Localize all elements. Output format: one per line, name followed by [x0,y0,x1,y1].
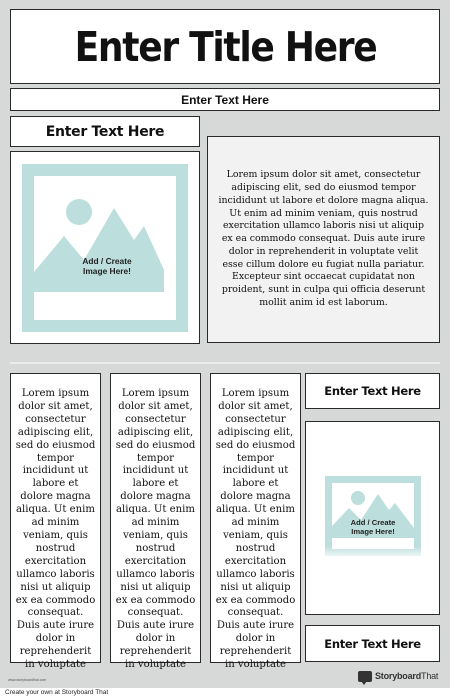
image-placeholder-label-2: Image Here! [83,265,131,276]
text-column-2[interactable] [110,373,201,671]
image-placeholder-1[interactable] [10,151,200,344]
column-text-3: Lorem ipsum dolor sit amet, consectetur adipiscing elit, sed do eiusmod tempor incididunt ut labore et dolore magna aliqua. Ut enim ad minim veniam, quis nostrud exercitation ullamco laboris nisi ut aliquip ex ea commodo consequat. Duis aute irure dolor in reprehenderit in voluptate [215,388,296,671]
heading-text-1: Enter Text Here [45,123,165,140]
speech-bubble-icon [358,671,372,682]
main-paragraph-box[interactable] [207,136,440,343]
logo-text-regular: That [421,671,439,681]
heading-text-3: Enter Text Here [324,636,421,651]
image-placeholder-label-1b: Add / Create [350,518,395,527]
text-column-1[interactable] [10,373,101,671]
heading-text-2: Enter Text Here [324,384,421,398]
column-text-2: Lorem ipsum dolor sit amet, consectetur adipiscing elit, sed do eiusmod tempor incididunt ut labore et dolore magna aliqua. Ut enim ad minim veniam, quis nostrud exercitation ullamco laboris nisi ut aliquip ex ea commodo consequat. Duis aute irure dolor in reprehenderit in voluptate [115,388,196,671]
heading-box-1[interactable] [10,116,200,147]
title-box[interactable] [10,9,440,84]
text-column-3[interactable] [210,373,301,671]
heading-box-3[interactable] [305,625,440,662]
poster-title: Enter Title Here [74,22,376,71]
image-placeholder-label-1: Add / Create [82,255,132,266]
image-placeholder-label-2b: Image Here! [350,527,395,536]
subtitle-box[interactable] [10,88,440,111]
logo-text-bold: Storyboard [375,671,422,681]
bottom-note[interactable]: Create your own at Storyboard That [5,689,109,696]
footer-url: www.storyboardthat.com [8,678,47,682]
heading-box-2[interactable] [305,373,440,409]
storyboardthat-logo [358,669,438,683]
section-divider [10,362,440,364]
image-placeholder-icon-2 [325,476,421,560]
subtitle-text: Enter Text Here [181,92,269,107]
image-placeholder-2[interactable] [305,421,440,615]
logo-text [375,671,438,681]
image-placeholder-icon [22,164,188,332]
column-text-1: Lorem ipsum dolor sit amet, consectetur adipiscing elit, sed do eiusmod tempor incididunt ut labore et dolore magna aliqua. Ut enim ad minim veniam, quis nostrud exercitation ullamco laboris nisi ut aliquip ex ea commodo consequat. Duis aute irure dolor in reprehenderit in voluptate [15,388,96,671]
main-paragraph: Lorem ipsum dolor sit amet, consectetur adipiscing elit, sed do eiusmod tempor incididunt ut labore et dolore magna aliqua. Ut enim ad minim veniam, quis nostrud exercitation ullamco laboris nisi ut aliquip ex ea commodo consequat. Duis aute irure dolor in reprehenderit in voluptate velit esse cillum dolore eu fugiat nulla pariatur. Excepteur sint occaecat cupidatat non proident, sunt in culpa qui officia deserunt mollit anim id est laborum. [218,169,429,309]
